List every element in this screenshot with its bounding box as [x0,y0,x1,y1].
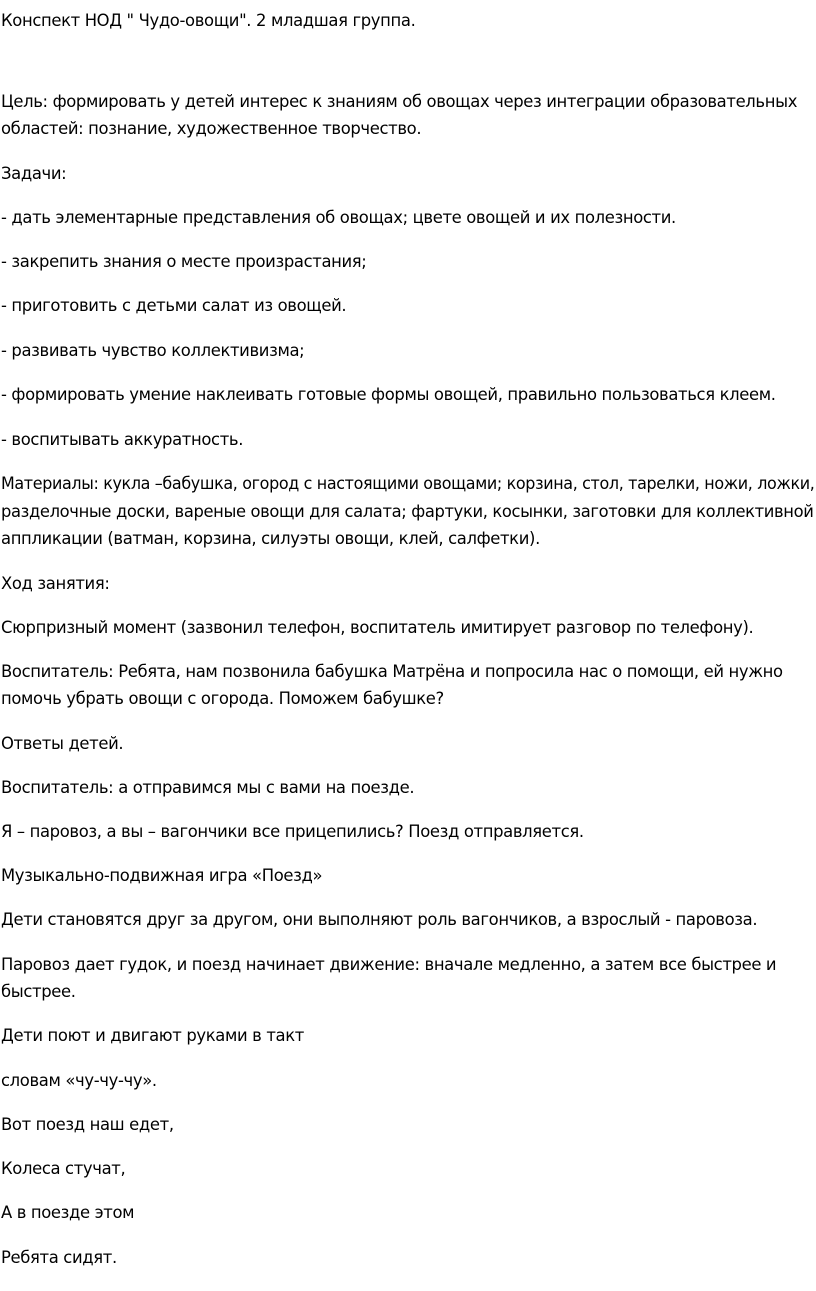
task-item: - закрепить знания о месте произрастания; [1,252,367,271]
children-answers: Ответы детей. [1,734,124,753]
teacher-train: Воспитатель: а отправимся мы с вами на поезде. [1,778,415,797]
teacher-line-2: помочь убрать овощи с огорода. Поможем бабушке? [1,689,444,708]
goal-line-1: Цель: формировать у детей интерес к знаниям об овощах через интеграции образовательных [1,92,798,111]
task-item: - воспитывать аккуратность. [1,430,244,449]
poem-line: А в поезде этом [1,1203,135,1222]
document-title: Конспект НОД " Чудо-овощи". 2 младшая группа. [1,11,416,30]
task-item: - формировать умение наклеивать готовые формы овощей, правильно пользоваться клеем. [1,385,776,404]
task-item: - развивать чувство коллективизма; [1,341,305,360]
materials-line-1: Материалы: кукла –бабушка, огород с настоящими овощами; корзина, стол, тарелки, ножи, ложки, [1,474,815,493]
surprise-moment: Сюрпризный момент (зазвонил телефон, воспитатель имитирует разговор по телефону). [1,618,754,637]
game-description: Дети становятся друг за другом, они выполняют роль вагончиков, а взрослый - паровоза. [1,910,758,929]
train-line: Я – паровоз, а вы – вагончики все прицепились? Поезд отправляется. [1,822,584,841]
materials-line-3: аппликации (ватман, корзина, силуэты овощи, клей, салфетки). [1,529,540,548]
teacher-line-1: Воспитатель: Ребята, нам позвонила бабушка Матрёна и попросила нас о помощи, ей нужно [1,662,783,681]
game-title: Музыкально-подвижная игра «Поезд» [1,866,323,885]
goal-line-2: областей: познание, художественное творчество. [1,119,422,138]
train-move-line-1: Паровоз дает гудок, и поезд начинает движение: вначале медленно, а затем все быстрее и [1,955,777,974]
sing-line-2: словам «чу-чу-чу». [1,1071,157,1090]
materials-line-2: разделочные доски, вареные овощи для салата; фартуки, косынки, заготовки для коллективной [1,502,814,521]
poem-line: Вот поезд наш едет, [1,1115,174,1134]
tasks-heading: Задачи: [1,164,67,183]
task-item: - приготовить с детьми салат из овощей. [1,296,347,315]
train-move-line-2: быстрее. [1,982,76,1001]
course-heading: Ход занятия: [1,574,110,593]
task-item: - дать элементарные представления об овощах; цвете овощей и их полезности. [1,208,676,227]
poem-line: Ребята сидят. [1,1248,117,1267]
sing-line-1: Дети поют и двигают руками в такт [1,1026,304,1045]
poem-line: Колеса стучат, [1,1159,126,1178]
